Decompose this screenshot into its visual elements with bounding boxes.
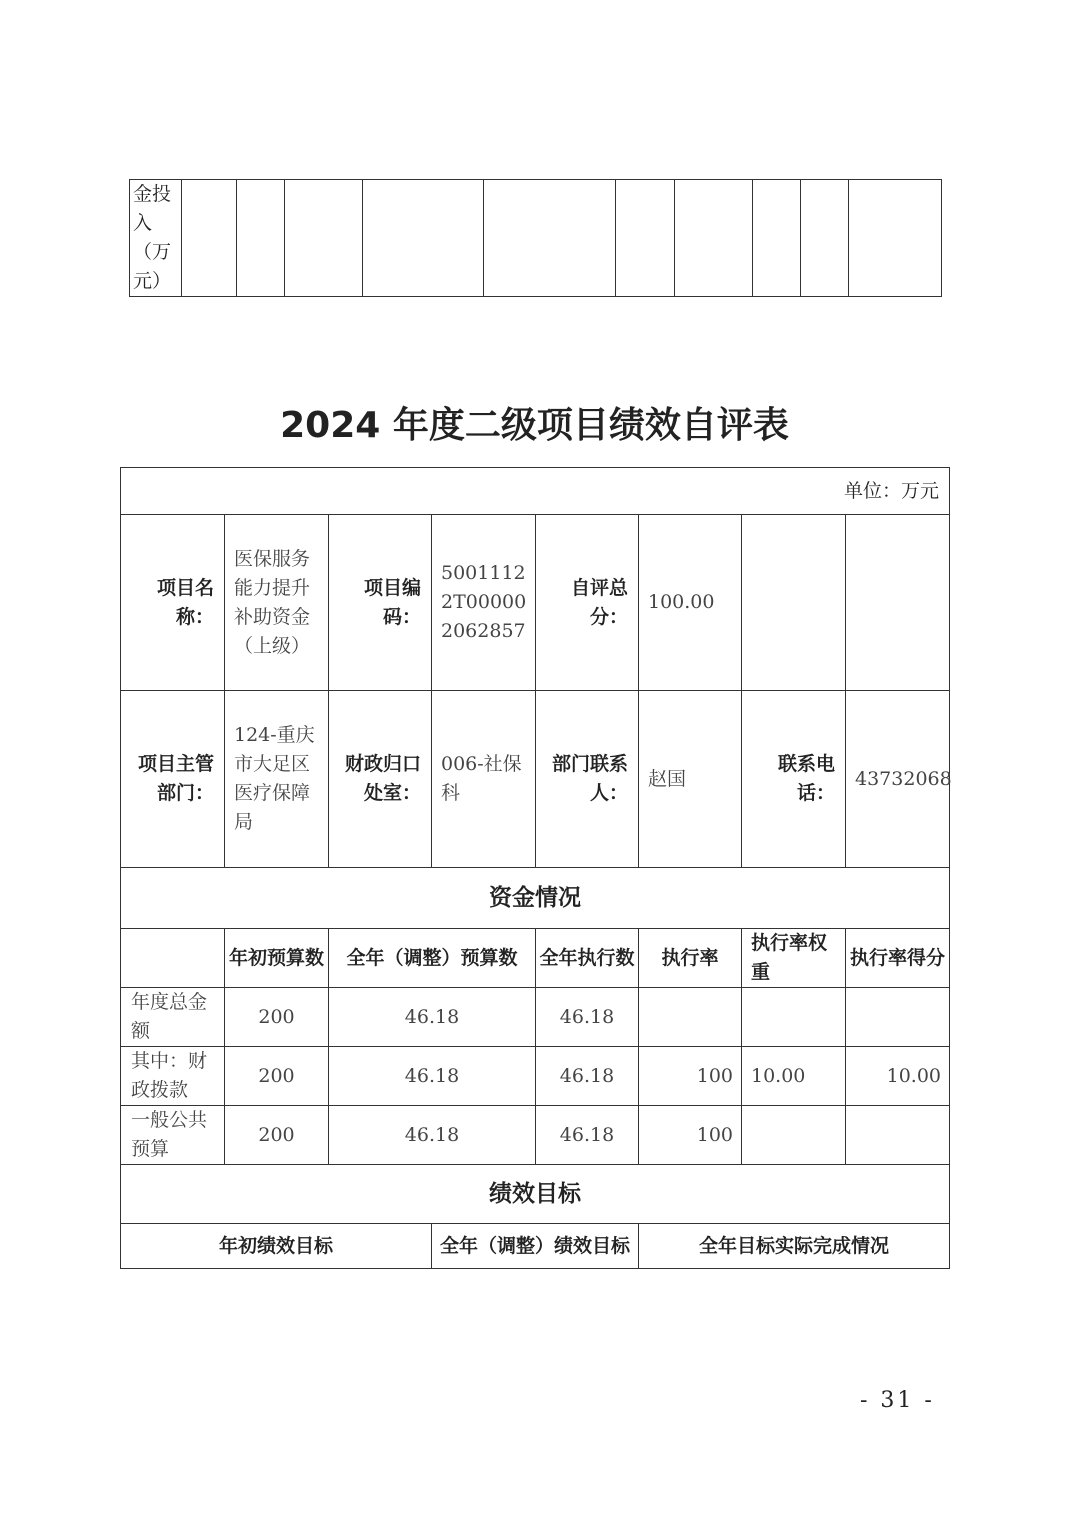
row-label: 其中：财政拨款 — [121, 1047, 225, 1106]
finance-office-label: 财政归口处室： — [329, 691, 432, 868]
department-info-row — [121, 691, 950, 868]
empty-cell — [484, 180, 616, 297]
rate-score: 10.00 — [846, 1047, 950, 1106]
executed-amount: 46.18 — [536, 1106, 639, 1165]
initial-budget: 200 — [225, 1047, 329, 1106]
adjusted-budget: 46.18 — [329, 1106, 536, 1165]
executed-amount: 46.18 — [536, 1047, 639, 1106]
rate-score — [846, 1106, 950, 1165]
document-title: 2024 年度二级项目绩效自评表 — [280, 405, 789, 446]
empty-cell — [616, 180, 675, 297]
contact-person-label: 部门联系人： — [536, 691, 639, 868]
table-row — [121, 1047, 950, 1106]
header-cell: 年初绩效目标 — [121, 1224, 432, 1269]
executed-amount: 46.18 — [536, 988, 639, 1047]
empty-cell — [182, 180, 237, 297]
table-row — [130, 180, 942, 297]
funds-section-title: 资金情况 — [121, 868, 950, 929]
fund-input-label — [130, 180, 182, 297]
empty-cell — [742, 515, 846, 691]
header-cell — [121, 929, 225, 988]
project-name-value: 医保服务能力提升补助资金（上级） — [225, 515, 329, 691]
adjusted-budget: 46.18 — [329, 1047, 536, 1106]
header-cell: 执行率 — [639, 929, 742, 988]
performance-self-evaluation-table — [120, 467, 950, 1269]
initial-budget: 200 — [225, 988, 329, 1047]
header-cell: 全年（调整）绩效目标 — [432, 1224, 639, 1269]
page-number: - 31 - — [860, 1388, 935, 1413]
label-line: 元） — [133, 270, 172, 292]
header-cell: 年初预算数 — [225, 929, 329, 988]
previous-table-fragment — [129, 179, 942, 297]
empty-cell — [846, 515, 950, 691]
project-code-label: 项目编码： — [329, 515, 432, 691]
funds-header-row — [121, 929, 950, 988]
row-label: 一般公共预算 — [121, 1106, 225, 1165]
goals-section-row — [121, 1165, 950, 1224]
table-row — [121, 1106, 950, 1165]
header-cell: 执行率权重 — [742, 929, 846, 988]
header-cell: 全年目标实际完成情况 — [639, 1224, 950, 1269]
project-code-value: 50011122T000002062857 — [432, 515, 536, 691]
empty-cell — [363, 180, 484, 297]
phone-value: 43732068 — [846, 691, 950, 868]
goals-header-row — [121, 1224, 950, 1269]
department-value: 124-重庆市大足区医疗保障局 — [225, 691, 329, 868]
empty-cell — [675, 180, 753, 297]
contact-person-value: 赵国 — [639, 691, 742, 868]
unit-row — [121, 468, 950, 515]
label-line: 入（万 — [133, 212, 172, 263]
unit-label: 单位：万元 — [121, 468, 950, 515]
adjusted-budget: 46.18 — [329, 988, 536, 1047]
header-cell: 全年执行数 — [536, 929, 639, 988]
empty-cell — [285, 180, 363, 297]
row-label: 年度总金额 — [121, 988, 225, 1047]
execution-rate: 100 — [639, 1106, 742, 1165]
empty-cell — [801, 180, 849, 297]
phone-label: 联系电话： — [742, 691, 846, 868]
department-label: 项目主管部门： — [121, 691, 225, 868]
goals-section-title: 绩效目标 — [121, 1165, 950, 1224]
rate-weight — [742, 988, 846, 1047]
execution-rate — [639, 988, 742, 1047]
rate-weight: 10.00 — [742, 1047, 846, 1106]
initial-budget: 200 — [225, 1106, 329, 1165]
project-info-row — [121, 515, 950, 691]
funds-section-row — [121, 868, 950, 929]
finance-office-value: 006-社保科 — [432, 691, 536, 868]
header-cell: 执行率得分 — [846, 929, 950, 988]
rate-score — [846, 988, 950, 1047]
empty-cell — [237, 180, 285, 297]
self-score-value: 100.00 — [639, 515, 742, 691]
table-row — [121, 988, 950, 1047]
empty-cell — [753, 180, 801, 297]
empty-cell — [849, 180, 942, 297]
execution-rate: 100 — [639, 1047, 742, 1106]
label-line: 金投 — [133, 183, 172, 205]
self-score-label: 自评总分： — [536, 515, 639, 691]
rate-weight — [742, 1106, 846, 1165]
project-name-label: 项目名称： — [121, 515, 225, 691]
header-cell: 全年（调整）预算数 — [329, 929, 536, 988]
